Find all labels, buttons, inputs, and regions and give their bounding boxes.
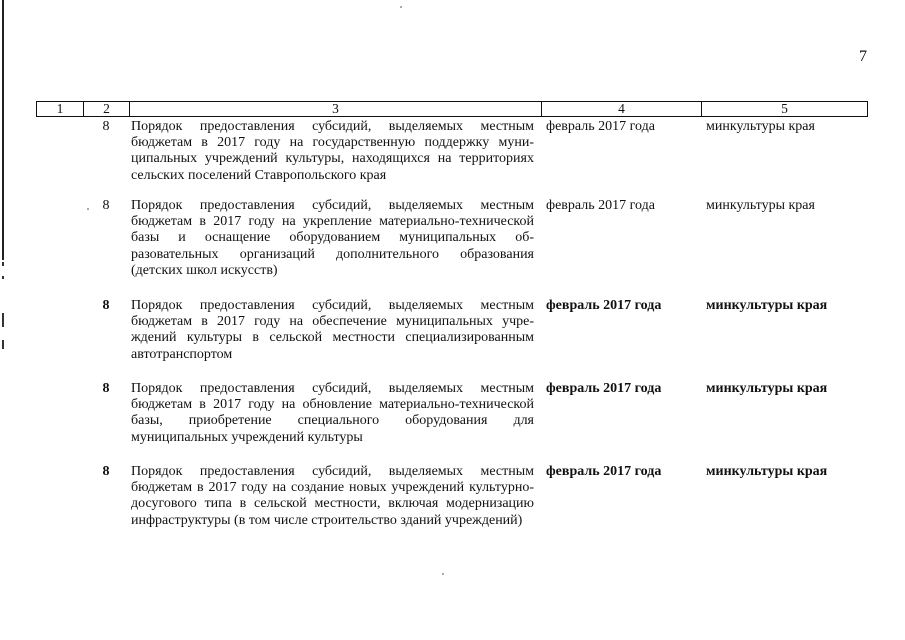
scan-edge-mark (2, 340, 4, 349)
header-col-4: 4 (542, 102, 702, 116)
row-number: 8 (102, 381, 110, 396)
row-number: 8 (102, 298, 110, 313)
row-date: февраль 2017 года (546, 381, 662, 396)
table-header (36, 101, 868, 117)
row-organization: минкультуры края (706, 298, 828, 313)
row-date: февраль 2017 года (546, 298, 662, 313)
row-description: Порядок предоставления субсидий, выделяемых местным бюджетам в 2017 году на обновление материально-технической базы, приобретение специального оборудования для муниципальных учреждений культуры (131, 381, 534, 445)
scan-speck (400, 6, 402, 8)
row-description: Порядок предоставления субсидий, выделяемых местным бюджетам в 2017 году на государственную поддержку муниципальных учреждений культуры, находящихся на территориях сельских поселений Ставропольского края (131, 119, 534, 183)
scan-edge-mark (2, 313, 4, 327)
row-organization: минкультуры края (706, 464, 828, 479)
scan-edge-mark (2, 276, 4, 279)
row-description: Порядок предоставления субсидий, выделяемых местным бюджетам в 2017 году на обеспечение муниципальных учреждений культуры в сельской местности специализированным автотранспортом (131, 298, 534, 362)
row-organization: минкультуры края (706, 198, 815, 213)
scan-left-edge (2, 0, 4, 260)
row-date: февраль 2017 года (546, 119, 655, 134)
header-col-5: 5 (781, 101, 788, 116)
row-number: 8 (102, 198, 110, 213)
page-number: 7 (859, 48, 867, 65)
header-col-1: 1 (37, 102, 84, 116)
row-description: Порядок предоставления субсидий, выделяемых местным бюджетам в 2017 году на укрепление материально-технической базы и оснащение оборудованием муниципальных образовательных организаций дополнительного образования (детских школ искусств) (131, 198, 534, 278)
scan-edge-mark (2, 262, 4, 266)
row-organization: минкультуры края (706, 119, 815, 134)
header-col-3: 3 (130, 102, 542, 116)
header-col-2: 2 (84, 102, 130, 116)
scan-speck (442, 573, 444, 575)
row-organization: минкультуры края (706, 381, 828, 396)
scan-speck (87, 208, 89, 210)
row-date: февраль 2017 года (546, 198, 655, 213)
row-date: февраль 2017 года (546, 464, 662, 479)
row-number: 8 (102, 464, 110, 479)
row-description: Порядок предоставления субсидий, выделяемых местным бюджетам в 2017 году на создание новых учреждений культурно-досугового типа в сельской местности, включая модернизацию инфраструктуры (в том числе строительство зданий учреждений) (131, 464, 534, 528)
row-number: 8 (102, 119, 110, 134)
